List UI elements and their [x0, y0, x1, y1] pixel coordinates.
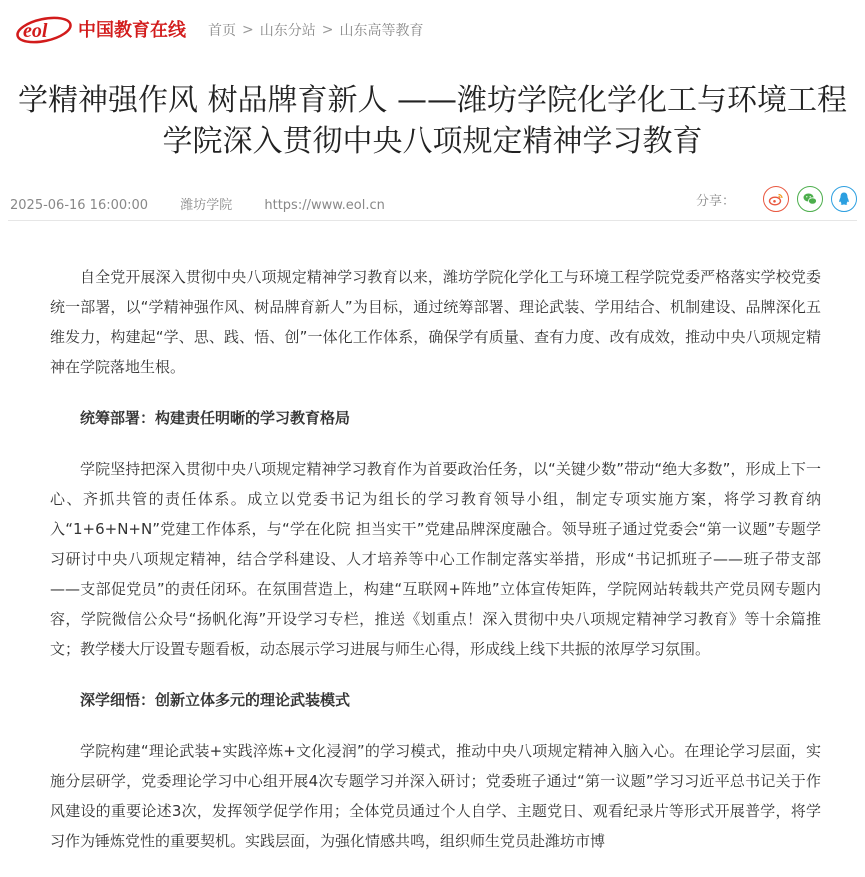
site-name: 中国教育在线	[78, 20, 186, 41]
share-label: 分享：	[695, 193, 735, 209]
wechat-icon	[802, 191, 818, 207]
article-meta	[10, 194, 413, 213]
article-paragraph: 学院构建“理论武装+实践淬炼+文化浸润”的学习模式，推动中央八项规定精神入脑入心。在理论学习层面，实施分层研学，党委理论学习中心组开展4次专题学习并深入研讨；党委班子通过“第一议题”学习习近平总书记关于作风建设的重要论述3次，发挥领学促学作用；全体党员通过个人自学、主题党日、观看纪录片等形式开展普学，将学习作为锤炼党性的重要契机。实践层面，为强化情感共鸣，组织师生党员赴潍坊市博	[50, 742, 821, 850]
qq-icon	[836, 191, 852, 207]
breadcrumb-separator: >	[242, 22, 254, 38]
article-body	[50, 262, 821, 877]
share-weibo-button[interactable]	[763, 186, 789, 212]
article-paragraph: 学院坚持把深入贯彻中央八项规定精神学习教育作为首要政治任务，以“关键少数”带动“绝大多数”，形成上下一心、齐抓共管的责任体系。成立以党委书记为组长的学习教育领导小组，制定专项实施方案，将学习教育纳入“1+6+N+N”党建工作体系，与“学在化院 担当实干”党建品牌深度融合。领导班子通过党委会“第一议题”专题学习研讨中央八项规定精神，结合学科建设、人才培养等中心工作制定落实举措，形成“书记抓班子——班子带支部——支部促党员”的责任闭环。在氛围营造上，构建“互联网+阵地”立体宣传矩阵，学院网站转载共产党员网专题内容，学院微信公众号“扬帆化海”开设学习专栏，推送《划重点！深入贯彻中央八项规定精神学习教育》等十余篇推文；教学楼大厅设置专题看板，动态展示学习进展与师生心得，形成线上线下共振的浓厚学习氛围。	[50, 460, 821, 658]
breadcrumb-higher-education[interactable]: 山东高等教育	[339, 23, 424, 39]
article-site: https://www.eol.cn	[264, 198, 385, 213]
article-title: 学精神强作风 树品牌育新人 ——潍坊学院化学化工与环境工程学院深入贯彻中央八项规定精神学习教育	[17, 83, 848, 159]
breadcrumb-home[interactable]: 首页	[208, 23, 236, 39]
site-logo[interactable]	[14, 13, 186, 45]
eol-logo-icon	[14, 13, 74, 45]
publish-date: 2025-06-16 16:00:00	[10, 198, 149, 213]
article-source: 潍坊学院	[180, 198, 233, 213]
weibo-icon	[768, 191, 784, 207]
section-heading: 统筹部署：构建责任明晰的学习教育格局	[80, 409, 351, 427]
site-header	[0, 0, 865, 60]
section-heading: 深学细悟：创新立体多元的理论武装模式	[80, 691, 351, 709]
breadcrumb-separator: >	[321, 22, 334, 38]
share-wechat-button[interactable]	[797, 186, 823, 212]
article-paragraph: 自全党开展深入贯彻中央八项规定精神学习教育以来，潍坊学院化学化工与环境工程学院党委严格落实学校党委统一部署，以“学精神强作风、树品牌育新人”为目标，通过统筹部署、理论武装、学用结合、机制建设、品牌深化五维发力，构建起“学、思、践、悟、创”一体化工作体系，确保学有质量、查有力度、改有成效，推动中央八项规定精神在学院落地生根。	[50, 268, 821, 376]
share-qq-button[interactable]	[831, 186, 857, 212]
breadcrumb	[208, 20, 423, 40]
share-bar	[696, 186, 857, 212]
svg-text:eol: eol	[23, 20, 48, 42]
meta-divider	[8, 220, 857, 221]
breadcrumb-shandong[interactable]: 山东分站	[259, 23, 316, 39]
